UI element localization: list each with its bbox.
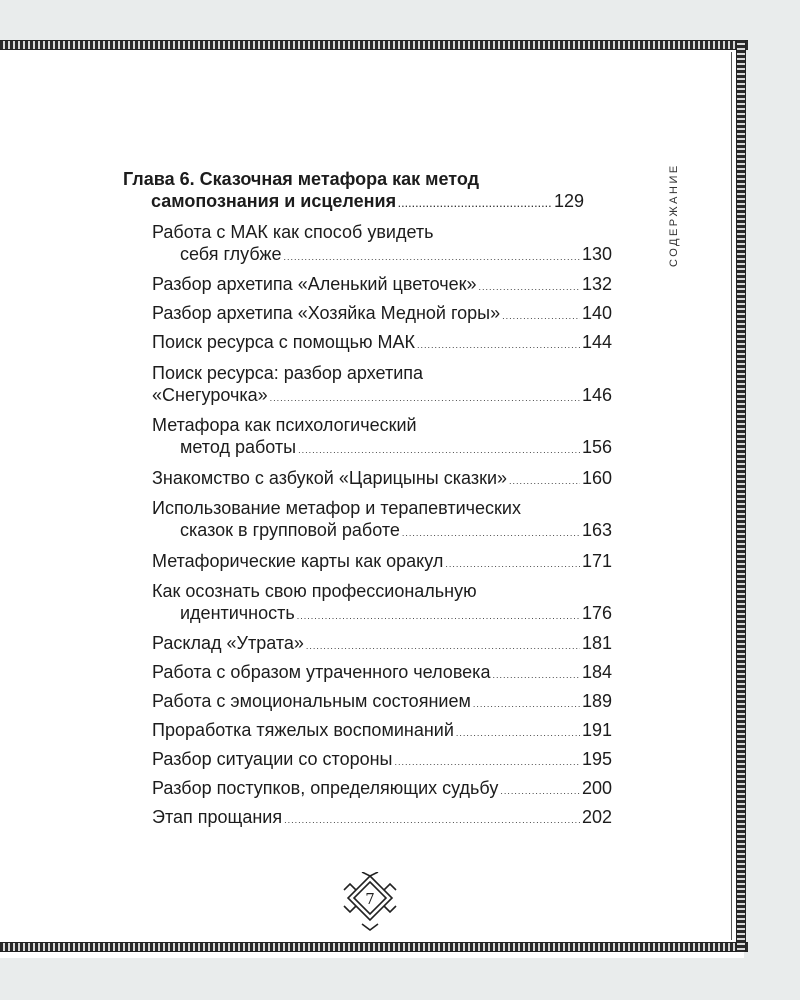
leader-dots: [270, 387, 580, 409]
toc-entry: Метафора как психологический метод работы ..... 156: [152, 414, 612, 461]
leader-dots: [456, 722, 580, 744]
top-ornament-border: [0, 40, 748, 50]
toc-entry: Метафорические карты как оракул ..... 171: [152, 550, 612, 575]
toc-entry: Этап прощания ..... 202: [152, 806, 612, 831]
right-ornament-border: [736, 40, 746, 952]
toc-entry: Разбор ситуации со стороны ..... 195: [152, 748, 612, 773]
leader-dots: [284, 246, 580, 268]
leader-dots: [492, 664, 579, 686]
leader-dots: [445, 553, 580, 575]
leader-dots: [500, 780, 580, 802]
leader-dots: [398, 193, 552, 215]
chapter-title-line1: Глава 6. Сказочная метафора как метод: [123, 169, 480, 189]
toc-entry: Разбор поступков, определяющих судьбу ..... 200: [152, 777, 612, 802]
toc-entry: Поиск ресурса: разбор архетипа «Снегурочка» ..... 146: [152, 362, 612, 409]
toc-entry: Использование метафор и терапевтических сказок в групповой работе ..... 163: [152, 497, 612, 544]
leader-dots: [298, 439, 580, 461]
leader-dots: [509, 470, 580, 492]
section-side-label: СОДЕРЖАНИЕ: [668, 163, 680, 267]
toc-entry: Работа с образом утраченного человека ..... 184: [152, 661, 612, 686]
leader-dots: [306, 635, 580, 657]
toc-entry: Работа с МАК как способ увидеть себя глубже ..... 130: [152, 221, 612, 268]
leader-dots: [502, 305, 580, 327]
bottom-ornament-border: [0, 942, 748, 952]
toc-entry: Как осознать свою профессиональную идентичность ..... 176: [152, 580, 612, 627]
toc-entry: Поиск ресурса с помощью МАК ..... 144: [152, 331, 612, 356]
chapter-page: 129: [553, 191, 584, 211]
leader-dots: [473, 693, 580, 715]
leader-dots: [297, 605, 580, 627]
toc-entry: Работа с эмоциональным состоянием ..... 189: [152, 690, 612, 715]
leader-dots: [417, 334, 580, 356]
toc-entry: Разбор архетипа «Хозяйка Медной горы» ..... 140: [152, 302, 612, 327]
toc-entry: Знакомство с азбукой «Царицыны сказки» ..... 160: [152, 467, 612, 492]
chapter-title-line2: самопознания и исцеления: [151, 191, 397, 211]
leader-dots: [479, 276, 580, 298]
page-number: 7: [365, 890, 375, 908]
toc-entry: Расклад «Утрата» ..... 181: [152, 632, 612, 657]
leader-dots: [395, 751, 580, 773]
chapter-heading: [123, 168, 584, 215]
toc-entry: Проработка тяжелых воспоминаний ..... 191: [152, 719, 612, 744]
leader-dots: [402, 522, 580, 544]
right-inner-rule: [731, 52, 732, 940]
leader-dots: [284, 809, 580, 831]
toc-entry: Разбор архетипа «Аленький цветочек» ..... 132: [152, 273, 612, 298]
